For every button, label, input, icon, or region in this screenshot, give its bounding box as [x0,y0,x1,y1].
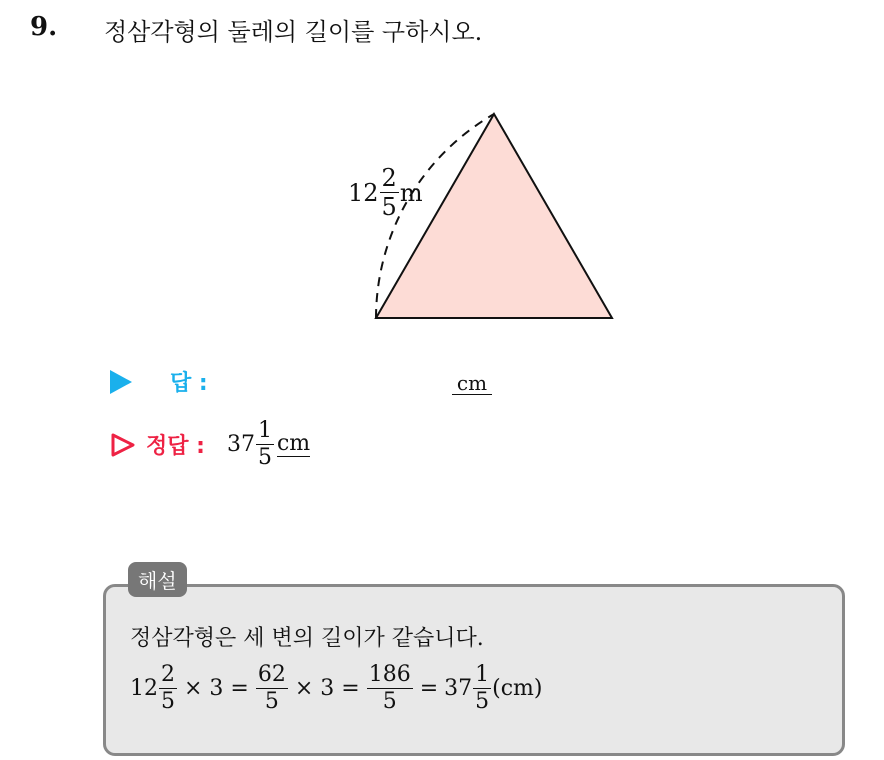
answer-label: 답 : [170,371,208,396]
side-length-unit: m [399,178,423,207]
side-length-numerator: 2 [381,164,397,192]
eq-term1-denominator: 5 [161,689,175,714]
question-number: 9. [30,12,58,42]
correct-value [227,420,310,469]
eq-term3-fraction [367,664,413,713]
eq-term2-denominator: 5 [264,689,279,714]
side-length-denominator: 5 [381,193,397,221]
answer-blank[interactable]: cm [452,372,492,395]
eq-op3: = [419,676,439,701]
eq-term1-fraction [159,664,177,713]
explanation-text: 정삼각형은 세 변의 길이가 같습니다. [130,626,484,651]
eq-term4-numerator: 1 [475,662,490,687]
explanation-equation [130,664,818,713]
side-length-fraction [380,166,399,219]
eq-term4-denominator: 5 [475,689,490,714]
eq-term3-denominator: 5 [382,689,397,714]
eq-term4-fraction [473,664,491,713]
outline-play-icon [110,432,136,458]
eq-term1-whole: 12 [130,676,158,701]
eq-term3-numerator: 186 [368,662,411,687]
correct-fraction [256,420,274,469]
eq-term2-numerator: 62 [257,662,286,687]
eq-unit: (cm) [492,676,543,701]
answer-row [110,366,488,397]
eq-term2-fraction [256,664,288,713]
correct-denominator: 5 [257,445,272,470]
eq-op2: × 3 = [294,676,360,701]
eq-term4-whole: 37 [444,676,473,701]
equilateral-triangle-figure [330,100,640,340]
correct-answer-row [110,420,310,469]
side-length-whole: 12 [348,178,379,207]
question-text: 정삼각형의 둘레의 길이를 구하시오. [104,18,483,46]
play-icon [110,370,132,394]
eq-op1: × 3 = [184,676,249,701]
explanation-box [103,584,845,756]
eq-term1-numerator: 2 [161,662,175,687]
side-length-label [348,166,423,219]
correct-label: 정답 : [146,434,205,459]
correct-whole: 37 [226,432,255,457]
explanation-tag: 해설 [128,562,187,597]
correct-unit: cm [276,430,311,456]
correct-numerator: 1 [257,418,272,443]
